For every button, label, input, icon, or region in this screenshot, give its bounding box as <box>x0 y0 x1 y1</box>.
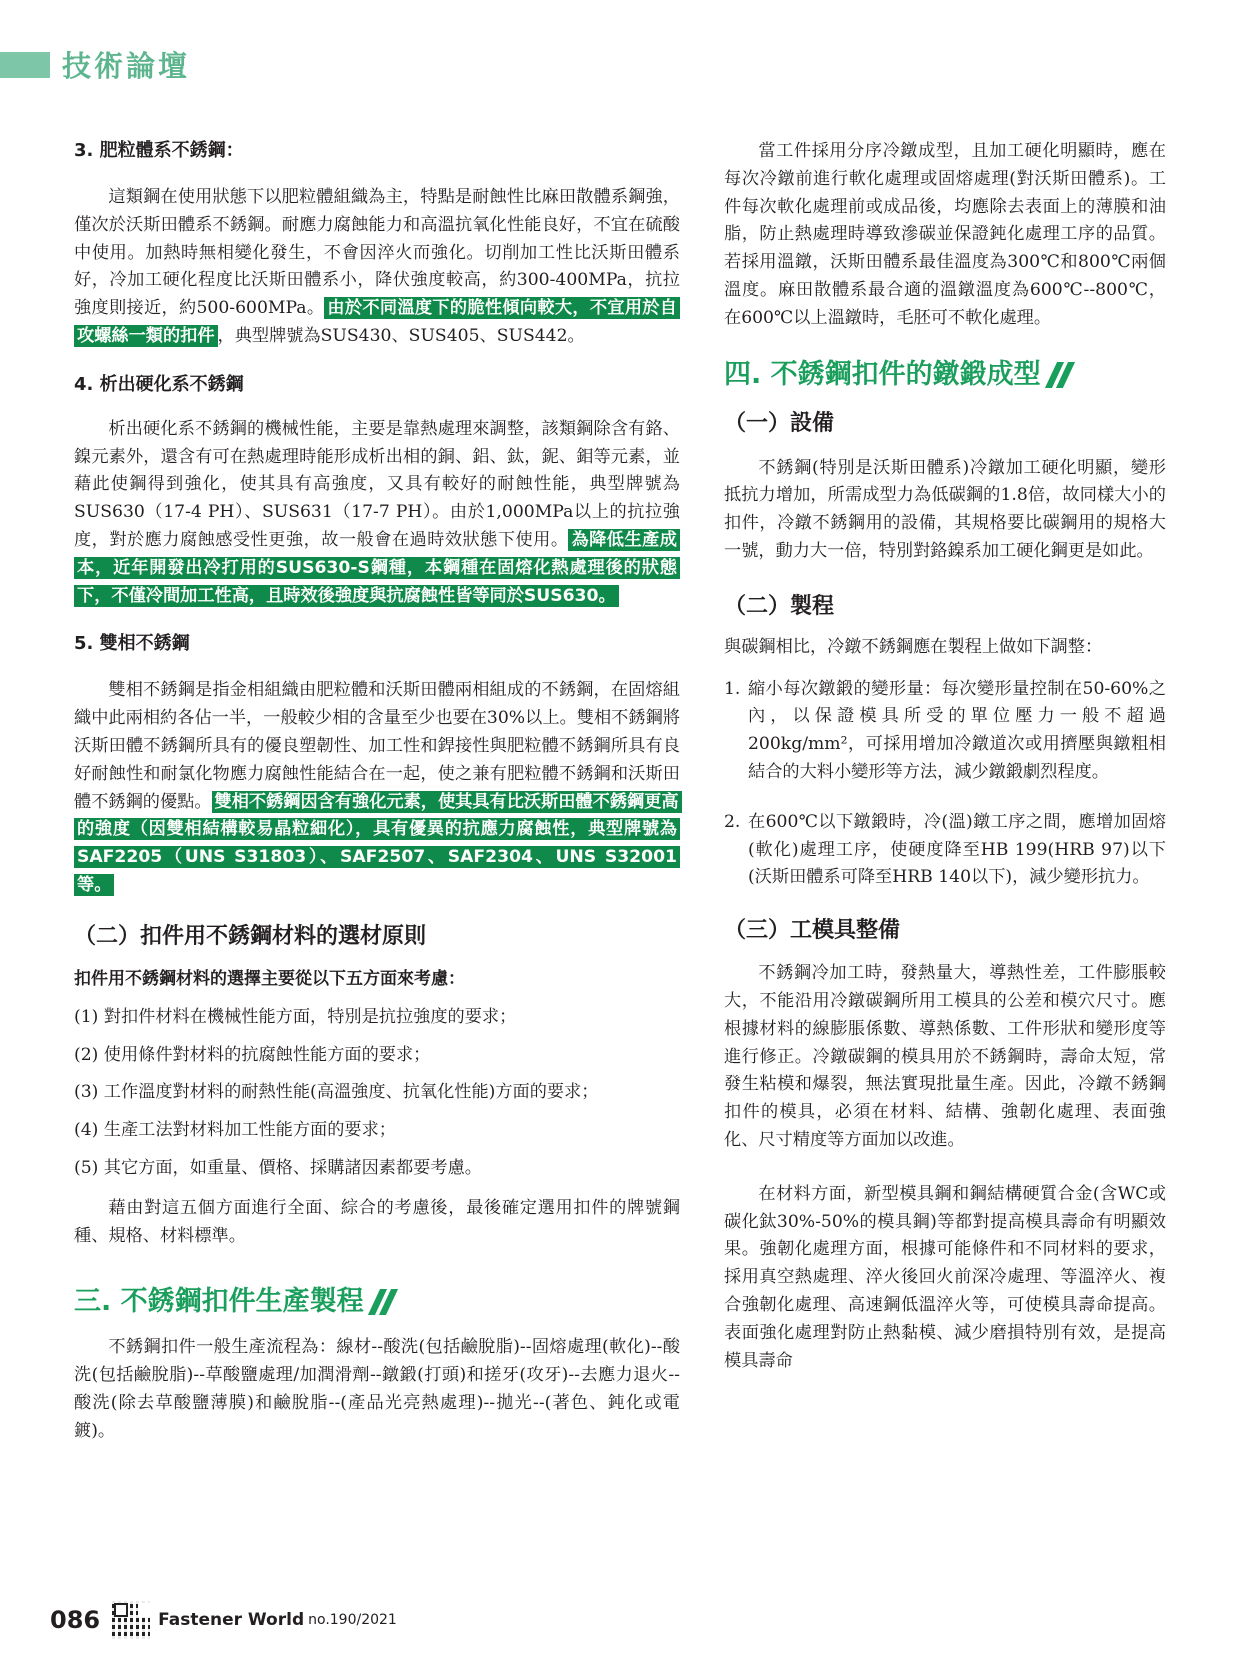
process-item-2-text: 在600℃以下鐓鍛時，冷(溫)鐓工序之間，應增加固熔(軟化)處理工序，使硬度降至HB 199(HRB 97)以下(沃斯田體系可降至HRB 140以下)，減少變形抗力。 <box>748 811 1166 888</box>
page-number: 086 <box>50 1606 101 1634</box>
cold-heading-paragraph: 當工件採用分序冷鐓成型，且加工硬化明顯時，應在每次冷鐓前進行軟化處理或固熔處理(對沃斯田體系)。工件每次軟化處理前或成品後，均應除去表面上的薄膜和油脂，防止熱處理時導致滲碳並保證鈍化處理工序的品質。若採用溫鐓，沃斯田體系最佳溫度為300℃和800℃兩個溫度。麻田散體系最合適的溫鐓溫度為600℃--800℃，在600℃以上溫鐓時，毛胚可不軟化處理。 <box>724 141 1166 328</box>
process-item-2 <box>724 809 1166 892</box>
material-selection-heading: （二）扣件用不銹鋼材料的選材原則 <box>74 923 427 949</box>
process-intro: 與碳鋼相比，冷鐓不銹鋼應在製程上做如下調整： <box>724 636 1103 657</box>
slash-decoration-icon <box>374 1289 392 1315</box>
criteria-item-2: (2) 使用條件對材料的抗腐蝕性能方面的要求； <box>74 1044 431 1065</box>
subsection-3-title: 3. 肥粒體系不銹鋼： <box>74 140 244 161</box>
ferritic-text: 這類鋼在使用狀態下以肥粒體組織為主，特點是耐蝕性比麻田散體系鋼強，僅次於沃斯田體系不銹鋼。耐應力腐蝕能力和高溫抗氧化性能良好，不宜在硫酸中使用。加熱時無相變化發生，不會因淬火而強化。切削加工性比沃斯田體系好，冷加工硬化程度比沃斯田體系小，降伏強度較高，約300-400MPa，抗拉強度則接近，約500-600MPa。 <box>74 187 680 319</box>
criteria-item-5: (5) 其它方面，如重量、價格、採購諸因素都要考慮。 <box>74 1157 482 1178</box>
process-item-1 <box>724 676 1166 787</box>
production-process-paragraph: 不銹鋼扣件一般生產流程為：線材--酸洗(包括鹼脫脂)--固熔處理(軟化)--酸洗(包括鹼脫脂)--草酸鹽處理/加潤滑劑--鐓鍛(打頭)和搓牙(攻牙)--去應力退火--酸洗(除去草酸鹽薄膜)和鹼脫脂--(產品光亮熱處理)--拋光--(著色、鈍化或電鍍)。 <box>74 1337 680 1441</box>
equipment-heading: （一）設備 <box>724 410 835 436</box>
section-4-title: 四. 不銹鋼扣件的鐓鍛成型 <box>724 358 1041 390</box>
issue-number: no.190/2021 <box>308 1612 397 1628</box>
process-item-1-text: 縮小每次鐓鍛的變形量：每次變形量控制在50-60%之內，以保證模具所受的單位壓力一般不超過200kg/mm²，可採用增加冷鐓道次或用擠壓與鐓粗相結合的大料小變形等方法，減少鐓鍛劇烈程度。 <box>748 678 1166 782</box>
duplex-highlight: 雙相不銹鋼因含有強化元素，使其具有比沃斯田體不銹鋼更高的強度（因雙相結構較易晶粒細化），具有優異的抗應力腐蝕性，典型牌號為SAF2205（UNS S31803）、SAF2507、SAF2304、UNS S32001等。 <box>74 791 682 896</box>
duplex-text: 雙相不銹鋼是指金相組織由肥粒體和沃斯田體兩相組成的不銹鋼，在固熔組織中此兩相約各佔一半，一般較少相的含量至少也要在30%以上。雙相不銹鋼將沃斯田體不銹鋼所具有的優良塑韌性、加工性和銲接性與肥粒體不銹鋼所具有良好耐蝕性和耐氯化物應力腐蝕性能結合在一起，使之兼有肥粒體不銹鋼和沃斯田體不銹鋼的優點。 <box>74 680 680 812</box>
page-footer <box>50 1600 397 1640</box>
subsection-4-title: 4. 析出硬化系不銹鋼 <box>74 373 244 395</box>
tooling-paragraph-2: 在材料方面，新型模具鋼和鋼結構硬質合金(含WC或碳化鈦30%-50%的模具鋼)等都對提高模具壽命有明顯效果。強韌化處理方面，根據可能條件和不同材料的要求，採用真空熱處理、淬火後回火前深冷處理、等溫淬火、複合強韌化處理、高速鋼低溫淬火等，可使模具壽命提高。表面強化處理對防止熱黏模、減少磨損特別有效，是提高模具壽命 <box>724 1183 1166 1371</box>
process-item-1-number: 1. <box>724 678 741 699</box>
slash-decoration-icon <box>1051 362 1069 388</box>
ferritic-paragraph <box>74 184 680 351</box>
right-column <box>724 138 1166 1375</box>
section-header-title: 技術論壇 <box>62 49 191 83</box>
ferritic-text-end: ，典型牌號為SUS430、SUS405、SUS442。 <box>217 325 585 346</box>
duplex-paragraph <box>74 677 680 899</box>
section-3-heading <box>74 1284 680 1320</box>
tooling-paragraph-1: 不銹鋼冷加工時，發熱量大，導熱性差，工件膨脹較大，不能沿用冷鐓碳鋼所用工模具的公差和模穴尺寸。應根據材料的線膨脹係數、導熱係數、工件形狀和變形度等進行修正。冷鐓碳鋼的模具用於不銹鋼時，壽命太短，常發生粘模和爆裂，無法實現批量生產。因此，冷鐓不銹鋼扣件的模具，必須在材料、結構、強韌化處理、表面強化、尺寸精度等方面加以改進。 <box>724 963 1166 1150</box>
tooling-heading: （三）工模具整備 <box>724 918 901 944</box>
criteria-item-1: (1) 對扣件材料在機械性能方面，特別是抗拉強度的要求； <box>74 1006 517 1027</box>
precipitation-text: 析出硬化系不銹鋼的機械性能，主要是靠熱處理來調整，該類鋼除含有鉻、鎳元素外，還含有可在熱處理時能形成析出相的銅、鋁、鈦，鈮、鉬等元素，並藉此使鋼得到強化，使其具有高強度，又具有較好的耐蝕性能，典型牌號為SUS630（17-4 PH）、SUS631（17-7 PH）。由於1,000MPa以上的抗拉強度，對於應力腐蝕感受性更強，故一般會在過時效狀態下使用。 <box>74 418 680 550</box>
subsection-5-title: 5. 雙相不銹鋼 <box>74 633 190 655</box>
left-column <box>74 138 680 1446</box>
header-accent-bar <box>0 52 50 78</box>
process-heading: （二）製程 <box>724 593 835 619</box>
precipitation-paragraph <box>74 416 680 611</box>
process-item-2-number: 2. <box>724 811 741 832</box>
equipment-paragraph: 不銹鋼(特別是沃斯田體系)冷鐓加工硬化明顯，變形抵抗力增加，所需成型力為低碳鋼的1.8倍，故同樣大小的扣件，冷鐓不銹鋼用的設備，其規格要比碳鋼用的規格大一號，動力大一倍，特別對鉻鎳系加工硬化鋼更是如此。 <box>724 457 1166 561</box>
qr-code-icon <box>112 1601 150 1639</box>
magazine-name: Fastener World <box>158 1610 305 1630</box>
section-3-title: 三. 不銹鋼扣件生產製程 <box>74 1286 364 1318</box>
criteria-item-4: (4) 生產工法對材料加工性能方面的要求； <box>74 1120 396 1141</box>
ferritic-highlight: 由於不同溫度下的脆性傾向較大，不宜用於自攻螺絲一類的扣件 <box>74 297 680 347</box>
criteria-item-3: (3) 工作溫度對材料的耐熱性能(高溫強度、抗氧化性能)方面的要求； <box>74 1082 599 1103</box>
section-4-heading <box>724 357 1166 393</box>
material-selection-intro: 扣件用不銹鋼材料的選擇主要從以下五方面來考慮： <box>74 968 465 989</box>
criteria-conclusion: 藉由對這五個方面進行全面、綜合的考慮後，最後確定選用扣件的牌號鋼種、規格、材料標準。 <box>74 1197 680 1246</box>
precipitation-highlight: 為降低生產成本，近年開發出冷打用的SUS630-S鋼種，本鋼種在固熔化熱處理後的狀態下，不僅冷間加工性高，且時效後強度與抗腐蝕性皆等同於SUS630。 <box>74 529 680 607</box>
